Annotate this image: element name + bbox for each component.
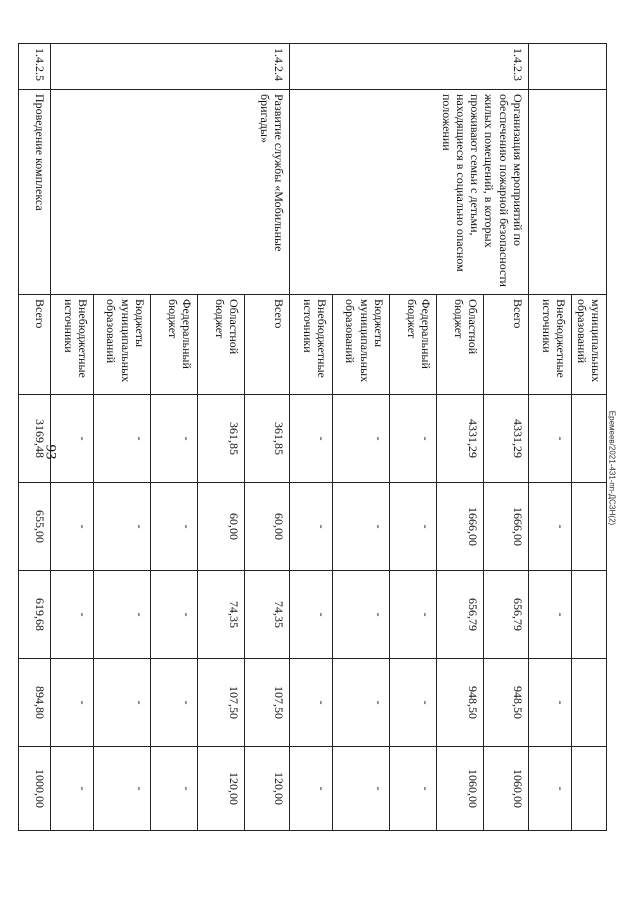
source-cell: Всего [483,295,528,395]
table-row [18,44,50,831]
value-cell: 107,50 [244,659,289,747]
item-code: 1.4.2.3 [289,44,528,90]
value-cell: - [289,395,332,483]
value-cell: 120,00 [197,747,244,831]
source-cell: Внебюджетные источники [50,295,93,395]
value-cell: - [50,747,93,831]
item-name: Организация мероприятий по обеспечению пожарной безопасности жилых помещений, в которых проживают семьи с детьми, находящиеся в социально опасном положении [289,90,528,295]
value-cell: - [150,659,197,747]
value-cell: - [389,659,436,747]
page-number: 93 [42,444,59,460]
value-cell: - [332,747,389,831]
value-cell: 656,79 [483,571,528,659]
value-cell: - [389,571,436,659]
value-cell: - [150,395,197,483]
item-code: 1.4.2.4 [50,44,289,90]
value-cell: - [389,483,436,571]
value-cell: 361,85 [197,395,244,483]
value-cell: 894,80 [18,659,50,747]
source-cell: Областной бюджет [197,295,244,395]
value-cell [571,659,606,747]
value-cell: - [389,747,436,831]
value-cell: 1666,00 [483,483,528,571]
value-cell: - [289,571,332,659]
value-cell: 4331,29 [436,395,483,483]
value-cell: 120,00 [244,747,289,831]
value-cell: - [50,483,93,571]
value-cell: - [332,483,389,571]
source-cell: Федеральный бюджет [150,295,197,395]
table-row [483,44,528,831]
value-cell [571,571,606,659]
value-cell: - [93,659,150,747]
table-row [244,44,289,831]
value-cell: - [93,747,150,831]
value-cell: 60,00 [197,483,244,571]
source-cell: Областной бюджет [436,295,483,395]
value-cell: - [50,571,93,659]
value-cell: - [289,659,332,747]
value-cell: 1666,00 [436,483,483,571]
source-cell: Бюджеты муниципальных образований [332,295,389,395]
item-name: Развитие службы «Мобильные бригады» [50,90,289,295]
value-cell: - [332,395,389,483]
value-cell: - [389,395,436,483]
source-cell: Федеральный бюджет [389,295,436,395]
code-cell [528,44,606,90]
source-cell: Всего [244,295,289,395]
value-cell: 619,68 [18,571,50,659]
source-cell: муниципальных образований [571,295,606,395]
value-cell: - [150,747,197,831]
value-cell: 656,79 [436,571,483,659]
value-cell: 1060,00 [436,747,483,831]
value-cell: - [332,571,389,659]
source-cell: Всего [18,295,50,395]
value-cell: 1000,00 [18,747,50,831]
value-cell: - [150,571,197,659]
value-cell [571,395,606,483]
value-cell: - [50,395,93,483]
value-cell: 948,50 [483,659,528,747]
value-cell: - [50,659,93,747]
value-cell: 361,85 [244,395,289,483]
value-cell: 948,50 [436,659,483,747]
value-cell: - [93,571,150,659]
value-cell: - [93,483,150,571]
value-cell: - [528,747,571,831]
value-cell [571,747,606,831]
value-cell: 107,50 [197,659,244,747]
value-cell: 4331,29 [483,395,528,483]
budget-table [18,43,607,831]
document-code: Еремеев/2021-431-пп-ДСЗН(2) [607,410,617,526]
value-cell: 74,35 [197,571,244,659]
value-cell: - [150,483,197,571]
item-code: 1.4.2.5 [18,44,50,90]
value-cell: 655,00 [18,483,50,571]
name-cell [528,90,606,295]
value-cell: - [528,571,571,659]
value-cell: - [93,395,150,483]
source-cell: Внебюджетные источники [528,295,571,395]
source-cell: Бюджеты муниципальных образований [93,295,150,395]
value-cell: - [528,395,571,483]
item-name: Проведение комплекса [18,90,50,295]
source-cell: Внебюджетные источники [289,295,332,395]
value-cell: 3169,48 [18,395,50,483]
value-cell: - [528,483,571,571]
value-cell: 74,35 [244,571,289,659]
table-row [571,44,606,831]
value-cell: - [528,659,571,747]
value-cell: 60,00 [244,483,289,571]
value-cell: - [332,659,389,747]
value-cell: - [289,483,332,571]
value-cell: 1060,00 [483,747,528,831]
value-cell [571,483,606,571]
value-cell: - [289,747,332,831]
